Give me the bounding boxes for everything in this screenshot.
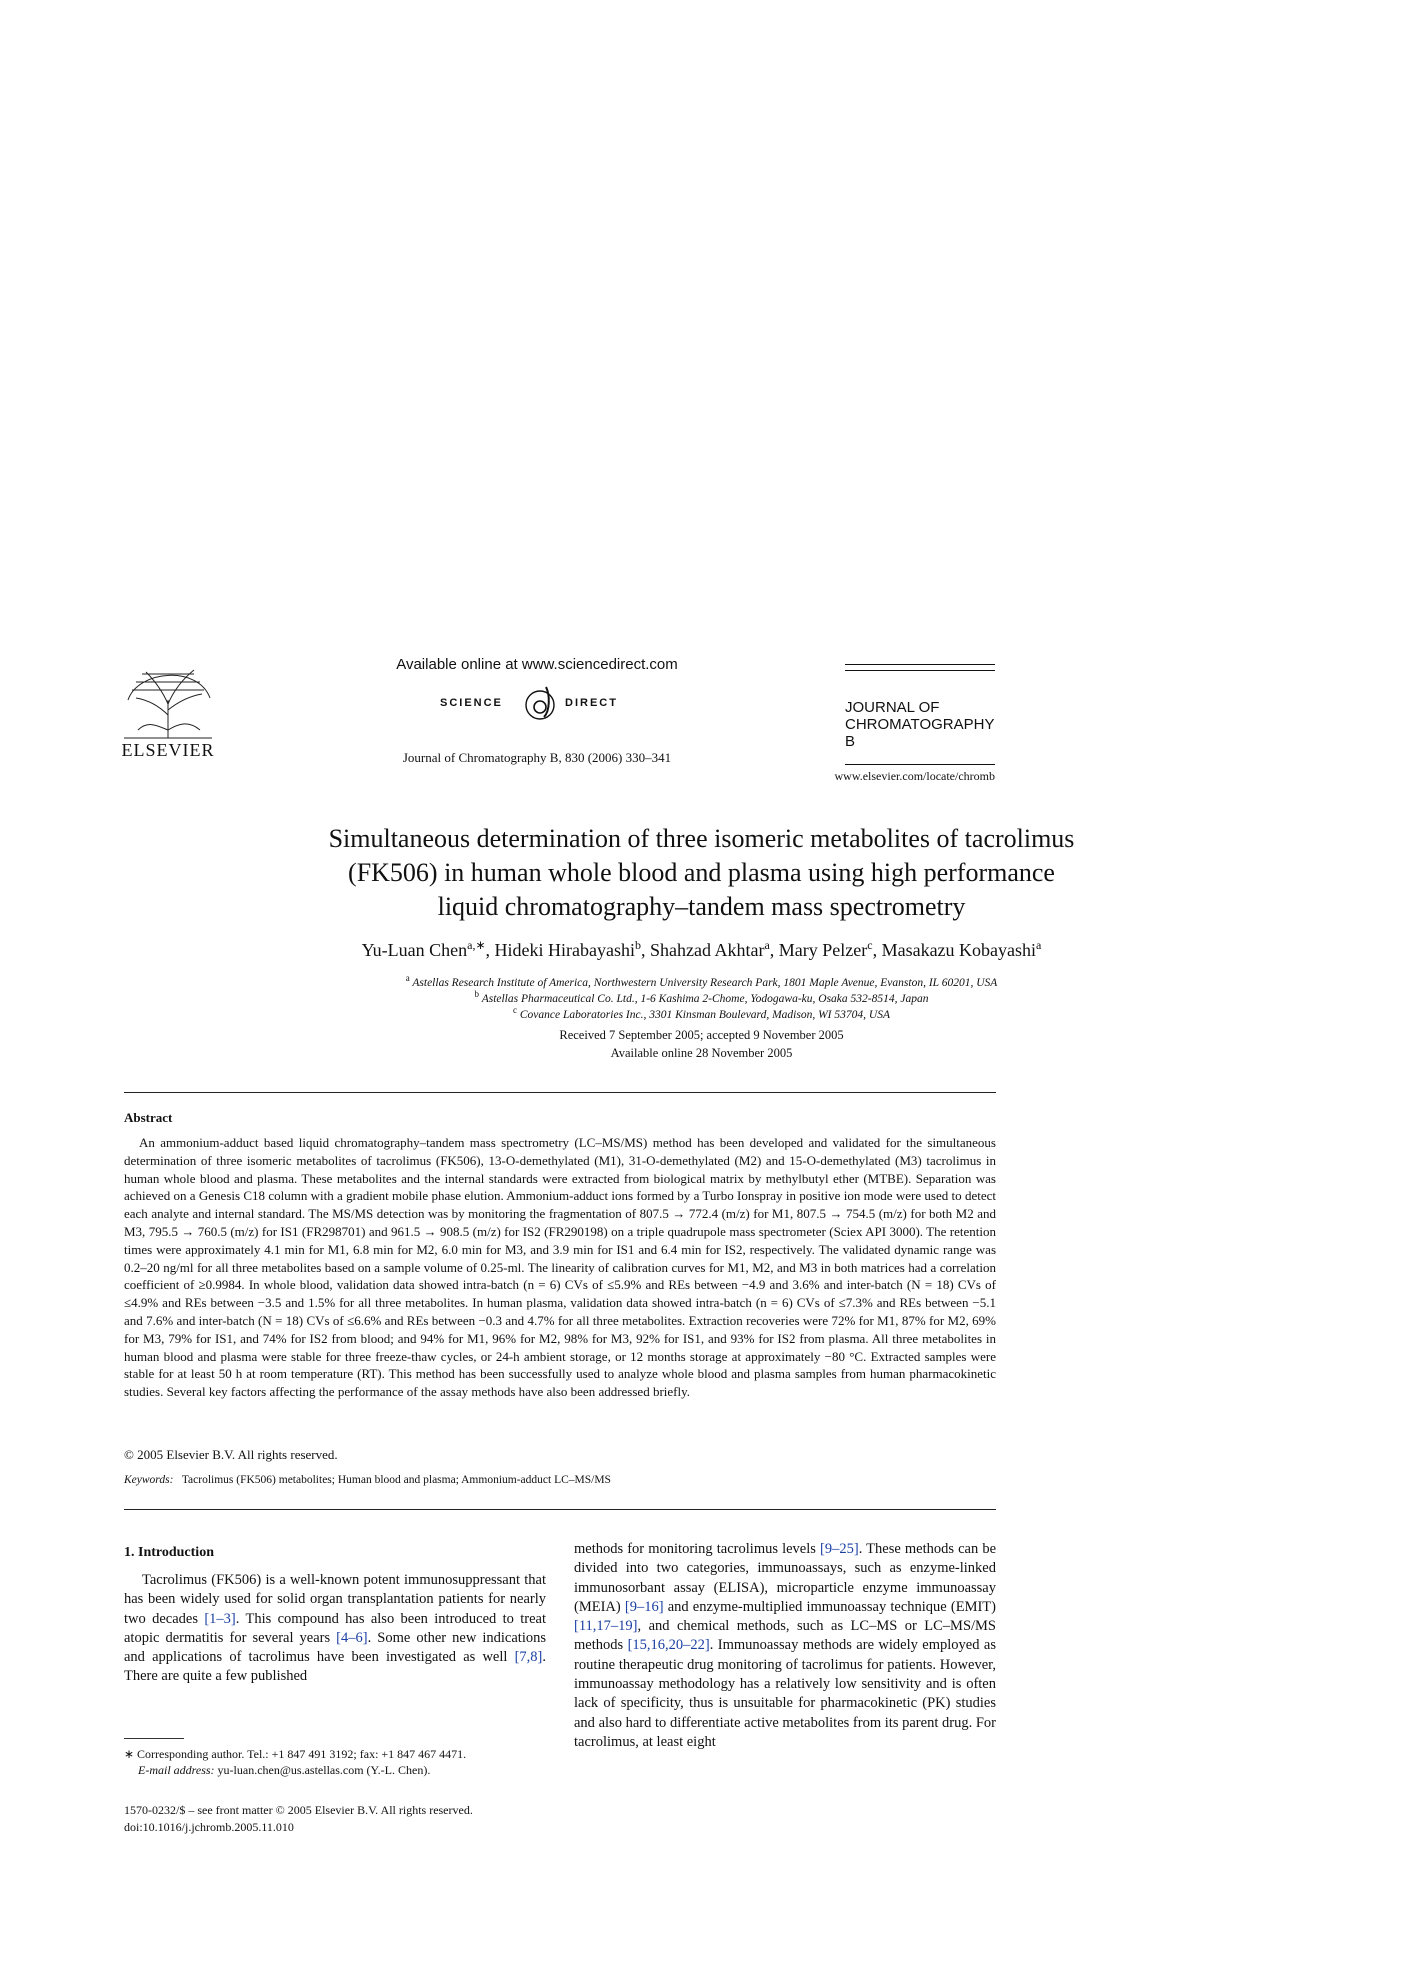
abstract-heading: Abstract xyxy=(124,1110,173,1125)
abstract-body: An ammonium-adduct based liquid chromatography–tandem mass spectrometry (LC–MS/MS) method has been developed and validated for the simultaneous determination of three isomeric metabolites of tacrolimus (FK506), 13-O-demethylated (M1), 31-O-demethylated (M2) and 15-O-demethylated (M3) tacrolimus in human whole blood and plasma. These metabolites and the internal standards were extracted from biological matrix by methylbutyl ether (MTBE). Separation was achieved on a Genesis C18 column with a gradient mobile phase elution. Ammonium-adduct ions formed by a Turbo Ionspray in positive ion mode were used to detect each analyte and internal standard. The MS/MS detection was by monitoring the fragmentation of 807.5 → 772.4 (m/z) for M1, 807.5 → 754.5 (m/z) for both M2 and M3, 795.5 → 760.5 (m/z) for IS1 (FR298701) and 961.5 → 908.5 (m/z) for IS2 (FR290198) on a triple quadrupole mass spectrometer (Sciex API 3000). The retention times were approximately 4.1 min for M1, 6.8 min for M2, 6.0 min for M3, and 3.9 min for IS1 and 6.4 min for IS2, respectively. The validated dynamic range was 0.2–20 ng/ml for all three metabolites based on a sample volume of 0.25-ml. The linearity of calibration curves for M1, M2, and M3 in both matrices had a correlation coefficient of ≥0.9984. In whole blood, validation data showed intra-batch (n = 6) CVs of ≤5.9% and REs between −4.9 and 3.6% and inter-batch (N = 18) CVs of ≤4.9% and REs between −3.5 and 1.5% for all three metabolites. In human plasma, validation data showed intra-batch (n = 6) CVs of ≤7.3% and REs between −5.1 and 7.6% and inter-batch (N = 18) CVs of ≤6.6% and REs between −0.3 and 4.7% for all three metabolites. Extraction recoveries were 72% for M1, 87% for M2, 69% for M3, 79% for IS1, and 74% for IS2 from blood; and 94% for M1, 96% for M2, 98% for M3, 92% for IS1, and 93% for IS2 from plasma. All three metabolites in human blood and plasma were stable for three freeze-thaw cycles, or 24-h ambient storage, or 12 months storage at approximately −80 °C. Extracted samples were stable for at least 50 h at room temperature (RT). This method has been successfully used to analyze whole blood and plasma samples from human pharmacokinetic studies. Several key factors affecting the performance of the assay methods have also been addressed briefly. xyxy=(124,1135,996,1400)
affiliation-c xyxy=(130,1005,1273,1021)
section-heading-introduction: 1. Introduction xyxy=(124,1545,214,1560)
author-name[interactable]: Hideki Hirabayashi xyxy=(494,940,635,960)
title-line-3: liquid chromatography–tandem mass spectrometry xyxy=(437,892,966,921)
keywords xyxy=(124,1474,996,1486)
author-affiliation-mark: c xyxy=(867,938,873,952)
journal-name xyxy=(845,699,1005,750)
citation-link[interactable]: [9–25] xyxy=(820,1541,859,1557)
keywords-label: Keywords: xyxy=(124,1474,174,1486)
received-date: Received 7 September 2005; accepted 9 November 2005 xyxy=(559,1028,844,1042)
front-matter-info xyxy=(124,1802,546,1835)
article-title xyxy=(130,822,1273,924)
footnote-email[interactable]: yu-luan.chen@us.astellas.com (Y.-L. Chen). xyxy=(214,1763,431,1777)
author-name[interactable]: Masakazu Kobayashi xyxy=(881,940,1037,960)
affiliation-text: Covance Laboratories Inc., 3301 Kinsman Boulevard, Madison, WI 53704, USA xyxy=(519,1008,890,1021)
author-list: Yu-Luan Chen$^{a,∗}$, Hideki Hirabayashi$^b$, Shahzad Akhtar$^a$, Mary Pelzer$^c$, Masakazu Kobayashi$^a$ xyxy=(361,938,1042,960)
affiliation-b xyxy=(130,989,1273,1005)
journal-name-line2: CHROMATOGRAPHY B xyxy=(845,716,995,750)
intro-text: and enzyme-multiplied immunoassay technique (EMIT) xyxy=(663,1598,996,1615)
intro-text: . Immunoassay methods are widely employed as routine therapeutic drug monitoring of tacrolimus for patients. However, immunoassay methodology has a relatively low sensitivity and is often lack of specificity, thus is unsuitable for pharmacokinetic (PK) studies and also hard to differentiate active metabolites from its parent drug. For tacrolimus, at least eight xyxy=(574,1637,996,1750)
intro-text: . These methods can be divided into two categories, immunoassays, such as enzyme-linked immunosorbant assay (ELISA), microparticle enzyme immunoassay (MEIA) xyxy=(574,1541,997,1615)
journal-url[interactable]: www.elsevier.com/locate/chromb xyxy=(834,769,995,783)
sciencedirect-logo xyxy=(440,683,650,725)
intro-text: . Some other new indications and applications of tacrolimus have been investigated as well xyxy=(124,1629,546,1666)
author-affiliation-mark: a xyxy=(764,938,770,952)
intro-text: . There are quite a few published xyxy=(124,1649,546,1685)
author-affiliation-mark: b xyxy=(634,938,641,952)
available-date: Available online 28 November 2005 xyxy=(610,1046,793,1060)
doi-line[interactable]: doi:10.1016/j.jchromb.2005.11.010 xyxy=(124,1819,294,1834)
corresponding-author-footnote xyxy=(124,1746,546,1778)
publisher-name: ELSEVIER xyxy=(121,740,215,760)
author-affiliation-mark: a,∗ xyxy=(467,938,486,952)
author-name[interactable]: Yu-Luan Chen xyxy=(361,940,468,960)
citation-link[interactable]: [11,17–19] xyxy=(574,1618,638,1635)
affiliation-text: Astellas Research Institute of America, Northwestern University Research Park, 1801 Maple Avenue, Evanston, IL 60201, USA xyxy=(412,976,998,989)
author-name[interactable]: Shahzad Akhtar xyxy=(649,940,765,960)
citation-link[interactable]: [15,16,20–22] xyxy=(627,1637,710,1654)
citation-link[interactable]: [4–6] xyxy=(336,1629,368,1646)
affiliation-text: Astellas Pharmaceutical Co. Ltd., 1-6 Kashima 2-Chome, Yodogawa-ku, Osaka 532-8514, Japan xyxy=(481,992,929,1005)
abstract-rule-top xyxy=(124,1092,996,1093)
affiliation-mark: a xyxy=(405,973,410,983)
intro-right-column xyxy=(574,1540,996,1752)
sciencedirect-d-icon xyxy=(520,683,560,723)
title-line-1: Simultaneous determination of three isomeric metabolites of tacrolimus xyxy=(328,824,1075,853)
journal-citation: Journal of Chromatography B, 830 (2006) 330–341 xyxy=(402,750,672,765)
footnote-contact: ∗ Corresponding author. Tel.: +1 847 491 3192; fax: +1 847 467 4471. xyxy=(124,1747,467,1761)
journal-rule-top xyxy=(845,664,995,665)
footnote-rule xyxy=(124,1738,184,1739)
citation-link[interactable]: [1–3] xyxy=(204,1610,236,1627)
journal-rule-second xyxy=(845,670,995,671)
author-affiliation-mark: a xyxy=(1036,938,1042,952)
intro-text: Tacrolimus (FK506) is a well-known potent immunosuppressant that has been widely used for solid organ transplantation patients for nearly two decades xyxy=(124,1572,546,1627)
abstract-copyright: © 2005 Elsevier B.V. All rights reserved. xyxy=(124,1447,338,1462)
citation-link[interactable]: [9–16] xyxy=(624,1598,664,1615)
intro-text: , and chemical methods, such as LC–MS or LC–MS/MS methods xyxy=(574,1618,996,1654)
abstract-rule-bottom xyxy=(124,1509,996,1510)
available-online-text: Available online at www.sciencedirect.com xyxy=(396,656,678,673)
sciencedirect-left: SCIENCE xyxy=(440,697,503,709)
intro-text: methods for monitoring tacrolimus levels xyxy=(574,1541,821,1557)
sciencedirect-right: DIRECT xyxy=(565,697,618,709)
intro-left-column xyxy=(124,1571,546,1687)
affiliation-a xyxy=(130,973,1273,989)
intro-text: . This compound has also been introduced to treat atopic dermatitis for several years xyxy=(124,1610,546,1646)
affiliation-mark: c xyxy=(513,1005,517,1015)
affiliation-mark: b xyxy=(474,989,480,999)
title-line-2: (FK506) in human whole blood and plasma using high performance xyxy=(348,858,1055,887)
citation-link[interactable]: [7,8] xyxy=(514,1649,543,1666)
journal-rule-bottom xyxy=(845,764,995,765)
issn-line: 1570-0232/$ – see front matter © 2005 Elsevier B.V. All rights reserved. xyxy=(124,1803,473,1817)
journal-name-line1: JOURNAL OF xyxy=(845,699,940,716)
author-name[interactable]: Mary Pelzer xyxy=(778,940,868,960)
footnote-email-label: E-mail address: xyxy=(138,1763,215,1777)
keywords-text: Tacrolimus (FK506) metabolites; Human blood and plasma; Ammonium-adduct LC–MS/MS xyxy=(181,1474,611,1486)
